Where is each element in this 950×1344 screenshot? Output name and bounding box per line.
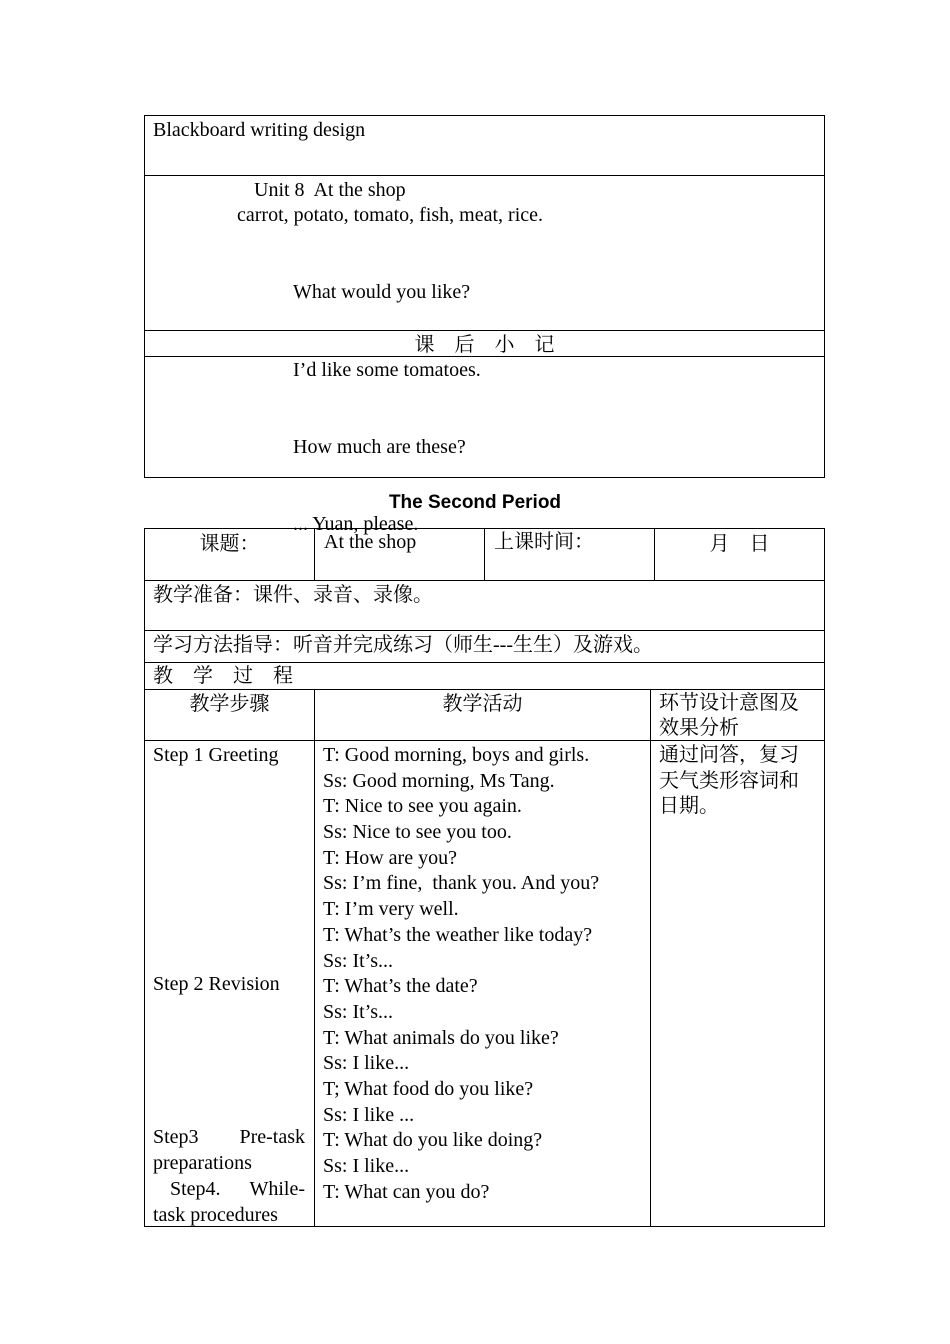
prep-cell xyxy=(144,580,825,631)
dialogue-line: T: What’s the weather like today? xyxy=(323,923,593,946)
steps-cell xyxy=(144,740,315,1227)
date-cell xyxy=(654,528,825,581)
dialogue-line: T: What animals do you like? xyxy=(323,1026,559,1049)
dialogue-line: Ss: I’m fine, thank you. And you? xyxy=(323,872,600,895)
col-intent: 环节设计意图及效果分析 xyxy=(659,692,799,739)
sentence: What would you like? xyxy=(293,281,471,304)
dialogue-line: T: How are you? xyxy=(323,846,457,869)
col-activities: 教学活动 xyxy=(442,693,523,715)
dialogue-line: Ss: Nice to see you too. xyxy=(323,821,512,844)
topic-label-cell xyxy=(144,528,315,581)
dialogue-line: T: What can you do? xyxy=(323,1180,490,1203)
learning-method: 学习方法指导：听音并完成练习（师生---生生）及游戏。 xyxy=(153,634,653,656)
dialogue-line: Ss: Good morning, Ms Tang. xyxy=(323,769,555,792)
dialogue-line: Ss: It’s... xyxy=(323,1000,394,1023)
dialogue-line: Ss: I like ... xyxy=(323,1103,415,1126)
unit-title: Unit 8 At the shop xyxy=(254,179,406,201)
time-label-cell xyxy=(484,528,655,581)
method-cell xyxy=(144,630,825,663)
vocabulary: carrot, potato, tomato, fish, meat, rice. xyxy=(237,204,544,226)
dialogue-line: T: What’s the date? xyxy=(323,975,478,998)
step-label: Step 1 Greeting xyxy=(153,744,279,766)
notes-header-cell xyxy=(144,330,825,357)
dialogue-line: Ss: I like... xyxy=(323,1052,410,1075)
blackboard-header: Blackboard writing design xyxy=(153,119,366,141)
dialogue-line: T: I’m very well. xyxy=(323,898,459,921)
dialogue-line: Ss: I like... xyxy=(323,1155,410,1177)
dialogue-line: T; What food do you like? xyxy=(323,1077,534,1100)
intent-cell xyxy=(650,740,825,1227)
step-label: Step4. While-task procedures xyxy=(153,1178,305,1226)
topic-label: 课题： xyxy=(199,533,260,555)
topic: At the shop xyxy=(324,531,417,553)
intent-text: 通过问答，复习天气类形容词和日期。 xyxy=(659,744,799,818)
time-label: 上课时间： xyxy=(494,531,594,553)
process-cell xyxy=(144,662,825,690)
section-title: The Second Period xyxy=(388,492,562,513)
blackboard-header-cell xyxy=(144,115,825,176)
col-steps: 教学步骤 xyxy=(189,693,270,715)
sentence: ... Yuan, please. xyxy=(293,512,419,535)
sentence: I’d like some tomatoes. xyxy=(293,358,481,381)
topic-cell xyxy=(314,528,485,581)
dialogue-list xyxy=(323,743,599,1205)
dialogue-line: T: What do you like doing? xyxy=(323,1129,543,1152)
intent-header-cell xyxy=(650,689,825,741)
dialogue-line: T: Nice to see you again. xyxy=(323,795,522,818)
dialogue-line: Ss: It’s... xyxy=(323,949,394,972)
process-heading: 教 学 过 程 xyxy=(153,665,293,687)
date: 月 日 xyxy=(709,533,770,555)
dialogue-line: T: Good morning, boys and girls. xyxy=(323,744,590,766)
activities-cell xyxy=(314,740,651,1227)
step-label: Step 2 Revision xyxy=(153,973,280,995)
steps-header-cell xyxy=(144,689,315,741)
step-label: Step3 Pre-task preparations xyxy=(153,1126,305,1174)
notes-header: 课 后 小 记 xyxy=(414,334,555,356)
activities-header-cell xyxy=(314,689,651,741)
notes-cell xyxy=(144,356,825,478)
teaching-prep: 教学准备：课件、录音、录像。 xyxy=(153,584,433,606)
sentence: How much are these? xyxy=(293,435,466,458)
